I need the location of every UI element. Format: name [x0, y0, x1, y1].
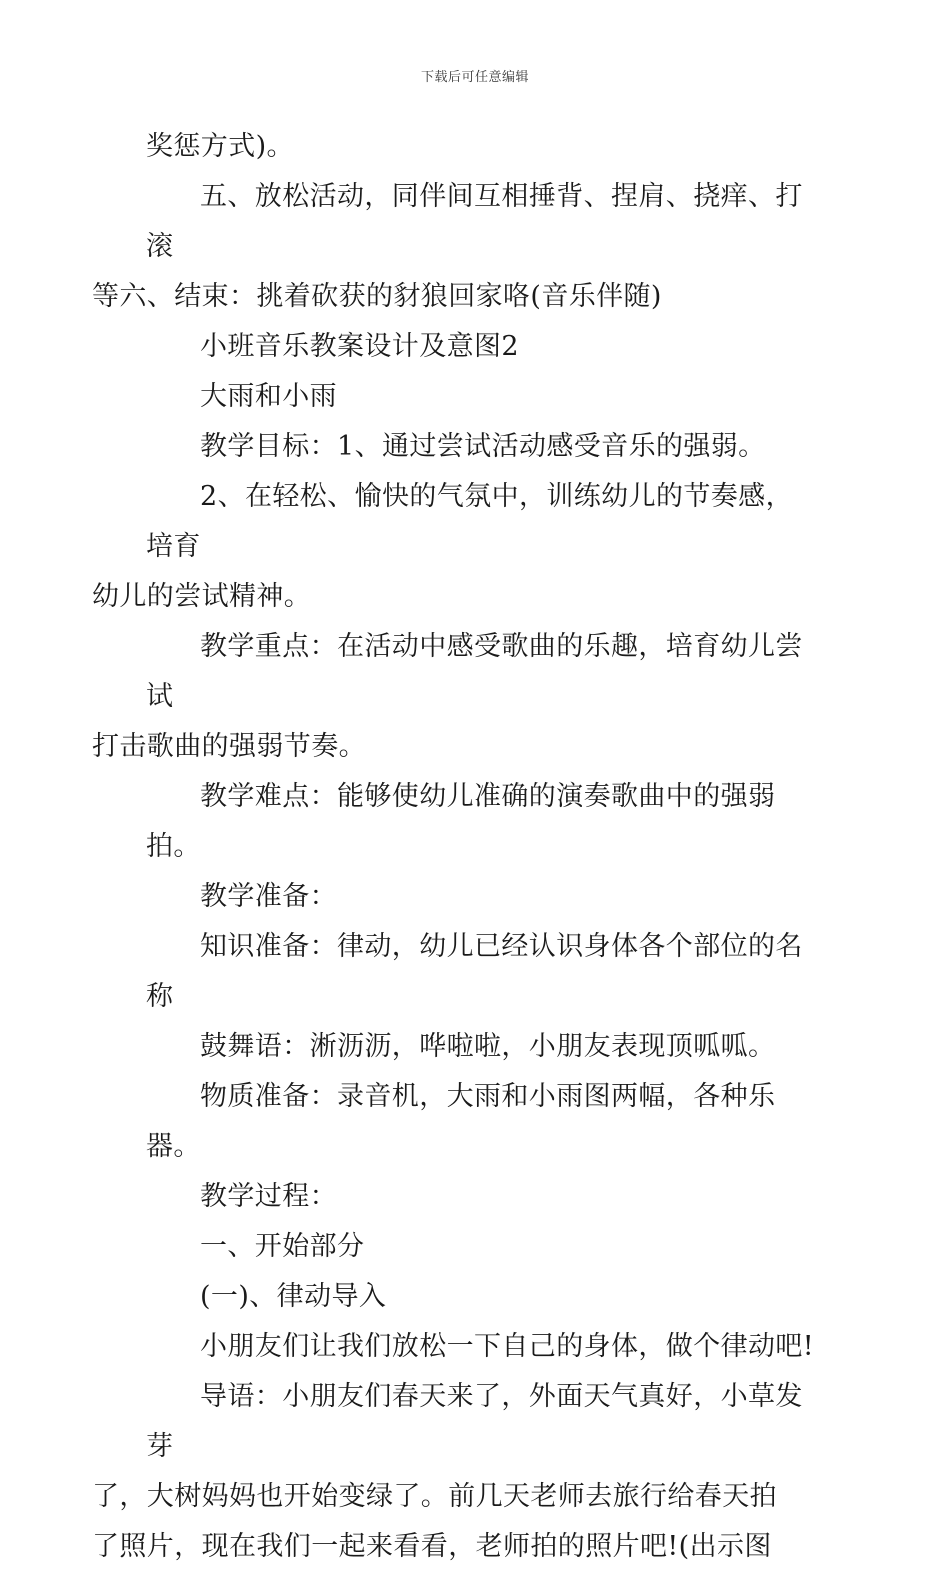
- document-paragraph: [146, 322, 816, 372]
- paragraph-line: 五、放松活动，同伴间互相捶背、捏肩、挠痒、打滚: [146, 181, 803, 262]
- document-paragraph: [146, 1172, 816, 1222]
- document-paragraph: [92, 622, 816, 772]
- document-paragraph: [146, 1272, 816, 1322]
- document-paragraph: [92, 1372, 816, 1572]
- document-paragraph: [146, 1022, 816, 1072]
- document-paragraph: [146, 422, 816, 472]
- document-paragraph: [146, 922, 816, 1022]
- paragraph-line: 打击歌曲的强弱节奏。: [92, 731, 366, 762]
- paragraph-line: 教学过程：: [200, 1181, 337, 1212]
- document-paragraph: [92, 172, 816, 322]
- paragraph-line: (一)、律动导入: [200, 1281, 387, 1312]
- paragraph-line: 小朋友们让我们放松一下自己的身体，做个律动吧!: [200, 1331, 815, 1362]
- document-paragraph: [146, 1322, 816, 1372]
- paragraph-line: 导语：小朋友们春天来了，外面天气真好，小草发芽: [146, 1381, 803, 1462]
- paragraph-line: 奖惩方式)。: [146, 131, 294, 162]
- document-paragraph: [146, 872, 816, 922]
- paragraph-line: 知识准备：律动，幼儿已经认识身体各个部位的名称: [146, 931, 803, 1012]
- document-body: [92, 122, 816, 1572]
- paragraph-line: 教学难点：能够使幼儿准确的演奏歌曲中的强弱拍。: [146, 781, 776, 862]
- paragraph-line: 幼儿的尝试精神。: [92, 581, 312, 612]
- paragraph-line: 教学重点：在活动中感受歌曲的乐趣，培育幼儿尝试: [146, 631, 803, 712]
- document-paragraph: [146, 772, 816, 872]
- paragraph-line: 大雨和小雨: [200, 381, 337, 412]
- document-paragraph: [146, 1072, 816, 1172]
- paragraph-line: 2、在轻松、愉快的气氛中，训练幼儿的节奏感，培育: [146, 481, 793, 562]
- document-paragraph: [146, 122, 816, 172]
- document-paragraph: [146, 372, 816, 422]
- document-paragraph: [146, 1222, 816, 1272]
- paragraph-line: 物质准备：录音机，大雨和小雨图两幅，各种乐器。: [146, 1081, 776, 1162]
- paragraph-line: 小班音乐教案设计及意图2: [200, 331, 519, 362]
- paragraph-line: 鼓舞语：淅沥沥，哗啦啦，小朋友表现顶呱呱。: [200, 1031, 776, 1062]
- paragraph-line: 了，大树妈妈也开始变绿了。前几天老师去旅行给春天拍: [92, 1481, 777, 1512]
- paragraph-line: 等六、结束：挑着砍获的豺狼回家咯(音乐伴随): [92, 281, 662, 312]
- document-paragraph: [92, 472, 816, 622]
- paragraph-line: 教学准备：: [200, 881, 337, 912]
- paragraph-line: 教学目标：1、通过尝试活动感受音乐的强弱。: [200, 431, 766, 462]
- paragraph-line: 了照片，现在我们一起来看看，老师拍的照片吧!(出示图: [92, 1531, 772, 1562]
- paragraph-line: 一、开始部分: [200, 1231, 365, 1262]
- page-header-note: 下载后可任意编辑: [420, 70, 529, 85]
